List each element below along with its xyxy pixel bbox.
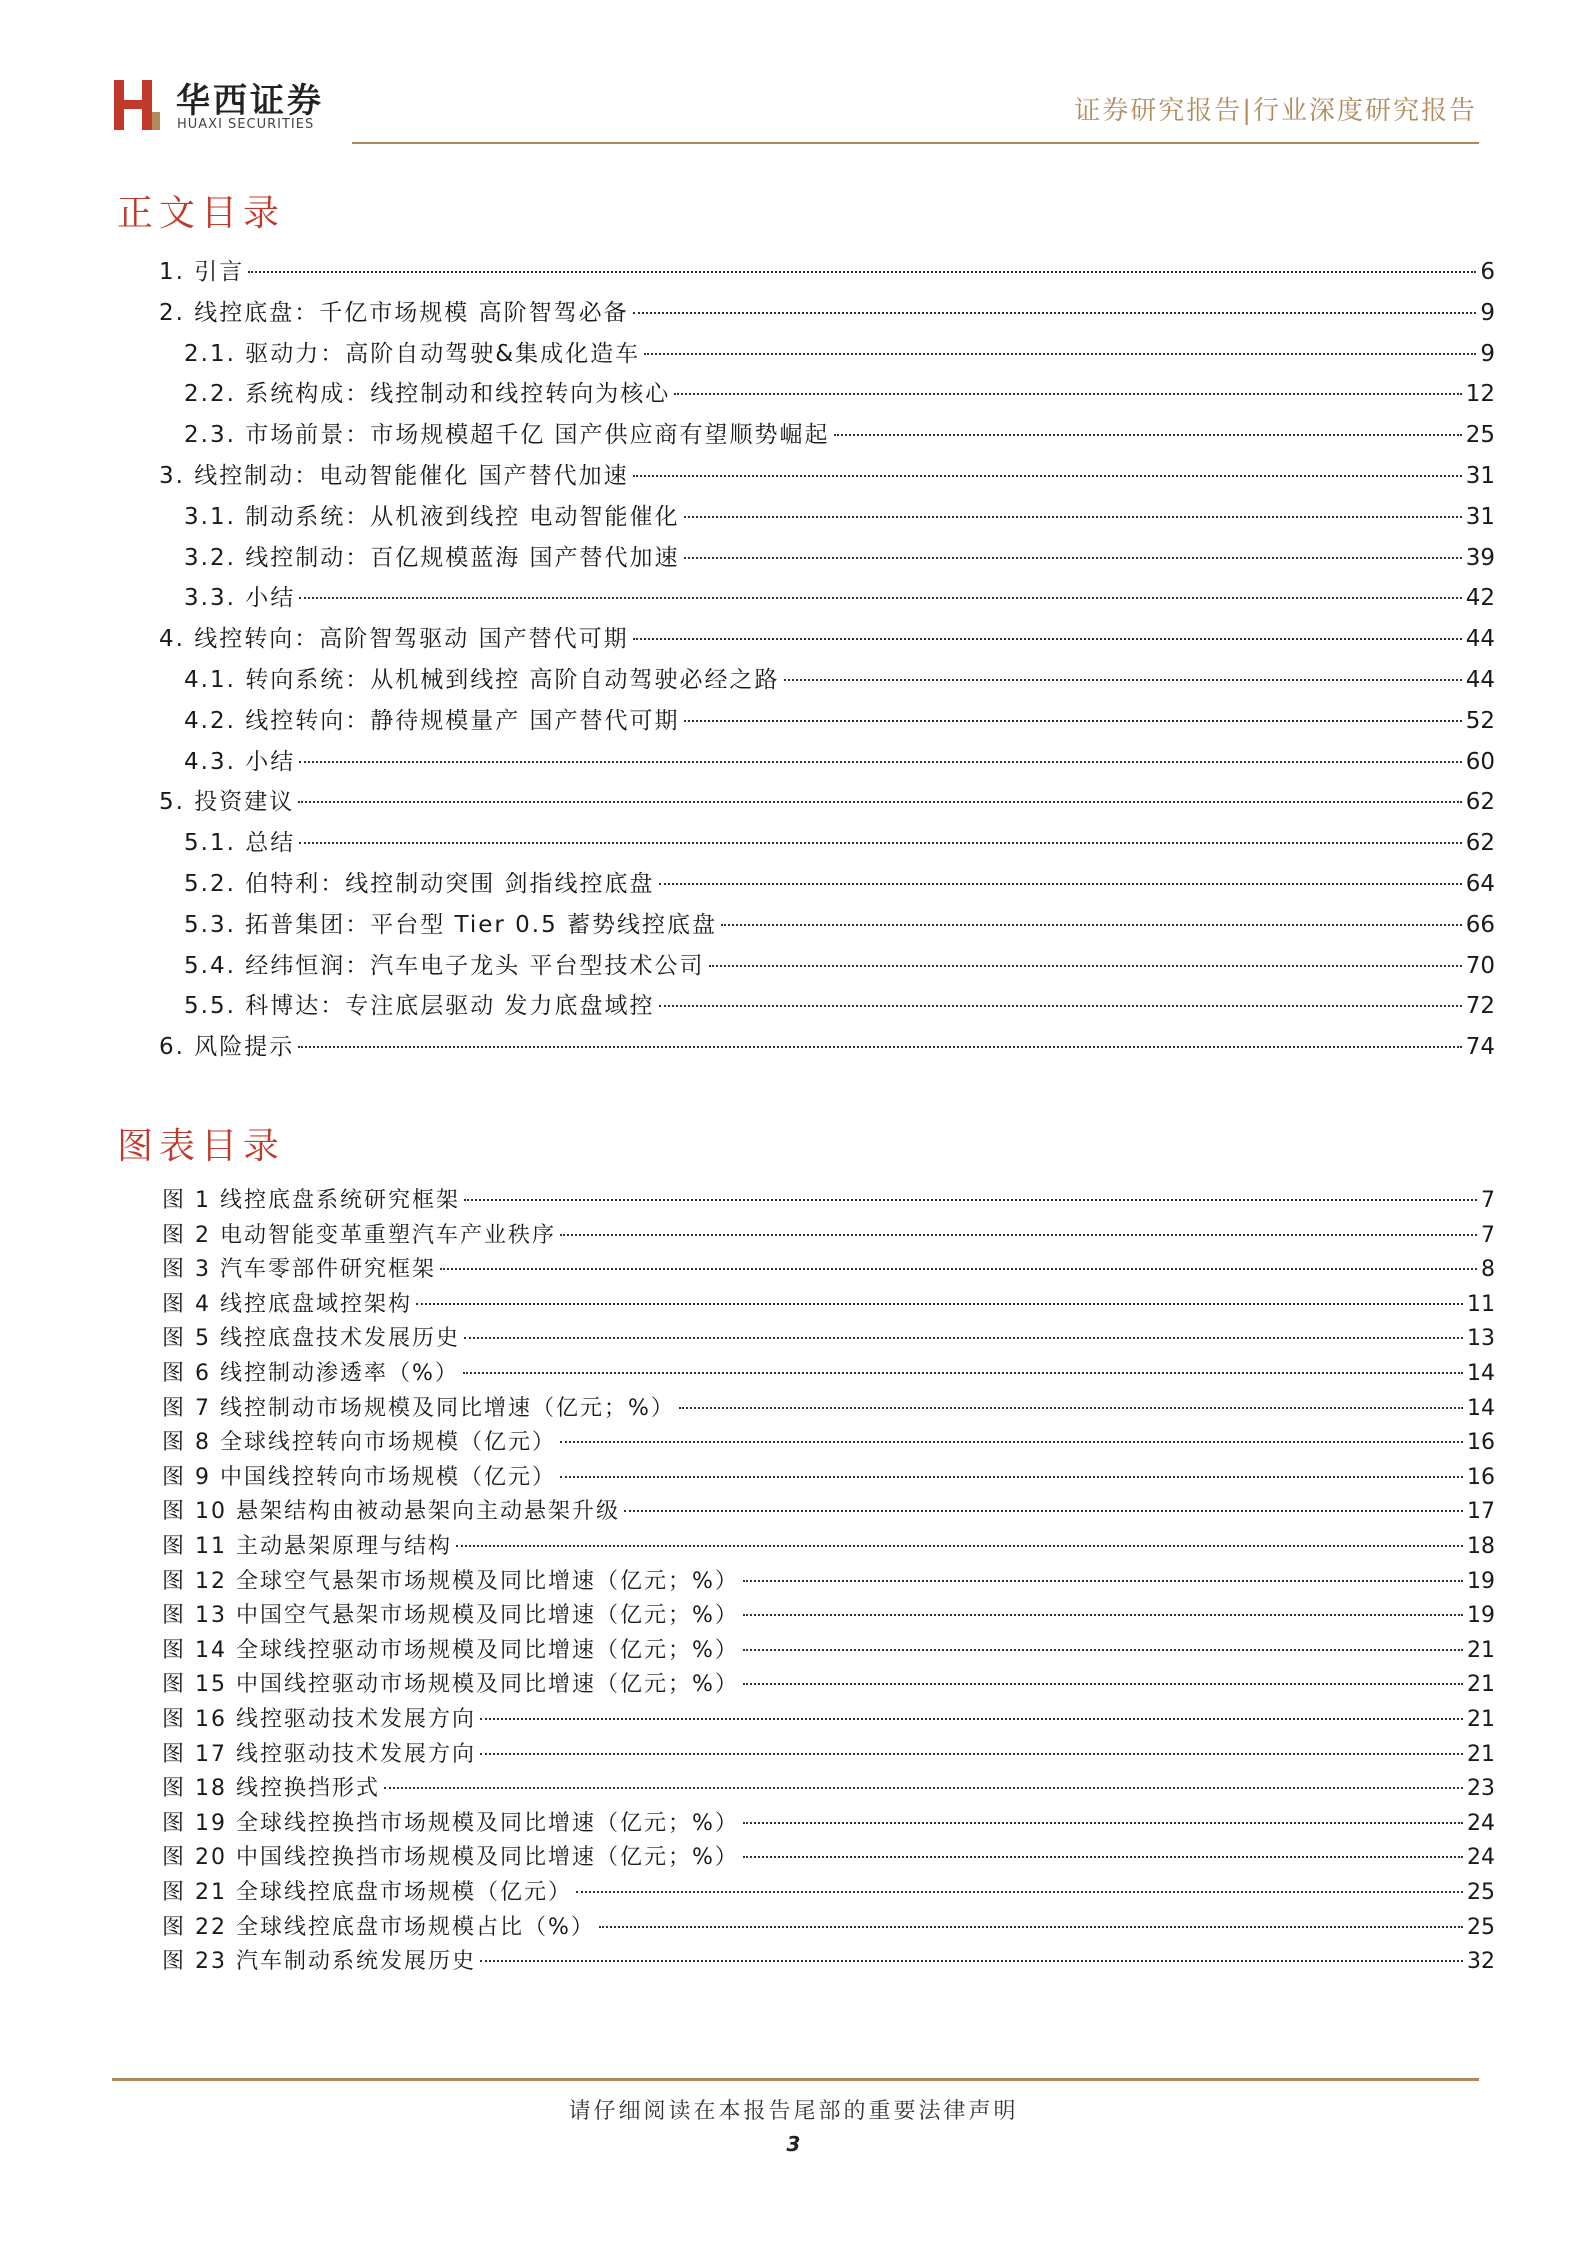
toc-entry-page: 74 [1465, 1034, 1495, 1061]
figure-entry-page: 23 [1467, 1776, 1495, 1802]
toc-entry-label: 2.1. 驱动力：高阶自动驾驶&集成化造车 [184, 340, 641, 367]
figure-entry[interactable] [162, 1668, 1495, 1702]
figure-entry-page: 16 [1467, 1430, 1495, 1456]
toc-entry[interactable] [184, 823, 1495, 863]
figure-leader-dots [560, 1476, 1463, 1478]
toc-entry-label: 1. 引言 [159, 259, 245, 285]
toc-entry-label: 5.2. 伯特利：线控制动突围 剑指线控底盘 [184, 871, 655, 897]
figure-entry-page: 8 [1481, 1257, 1495, 1283]
figure-entry[interactable] [162, 1288, 1495, 1322]
figure-entry-label: 图 7 线控制动市场规模及同比增速（亿元；%） [162, 1395, 675, 1421]
figure-entry-label: 图 14 全球线控驱动市场规模及同比增速（亿元；%） [162, 1637, 739, 1663]
toc-entry-label: 6. 风险提示 [159, 1034, 295, 1061]
toc-entry-page: 31 [1465, 503, 1495, 530]
footer-divider [112, 2078, 1479, 2081]
toc-entry-page: 12 [1465, 381, 1495, 408]
page-number: 3 [786, 2132, 801, 2156]
toc-entry[interactable] [184, 986, 1495, 1026]
figure-entry-page: 7 [1481, 1222, 1495, 1248]
toc-entry-page: 39 [1465, 544, 1495, 571]
figure-entry-label: 图 22 全球线控底盘市场规模占比（%） [162, 1914, 595, 1940]
figure-entry-page: 21 [1467, 1707, 1495, 1732]
toc-entry[interactable] [184, 742, 1495, 782]
figure-entry-page: 24 [1467, 1845, 1495, 1871]
figure-leader-dots [456, 1545, 1463, 1547]
figure-entry[interactable] [162, 1322, 1495, 1356]
figure-entry-page: 21 [1467, 1672, 1495, 1698]
toc-entry[interactable] [184, 946, 1495, 986]
toc-leader-dots [633, 638, 1462, 640]
figure-entry[interactable] [162, 1219, 1495, 1253]
figure-entry[interactable] [162, 1253, 1495, 1287]
figure-entry[interactable] [162, 1738, 1495, 1772]
legal-disclaimer: 请仔细阅读在本报告尾部的重要法律声明 [568, 2099, 1019, 2124]
toc-entry[interactable] [184, 701, 1495, 741]
toc-entry-page: 64 [1465, 871, 1495, 897]
figure-entry-label: 图 23 汽车制动系统发展历史 [162, 1949, 476, 1975]
figure-entry[interactable] [162, 1599, 1495, 1633]
figure-entry[interactable] [162, 1634, 1495, 1668]
figure-leader-dots [384, 1787, 1463, 1789]
figure-leader-dots [464, 1199, 1477, 1201]
figure-leader-dots [679, 1407, 1463, 1409]
figure-leader-dots [743, 1856, 1463, 1858]
figure-entry[interactable] [162, 1565, 1495, 1599]
toc-entry-label: 4.2. 线控转向：静待规模量产 国产替代可期 [184, 707, 680, 734]
figure-entry[interactable] [162, 1945, 1495, 1979]
figure-leader-dots [599, 1926, 1463, 1928]
figure-entry-page: 19 [1467, 1603, 1495, 1629]
figure-leader-dots [560, 1441, 1463, 1443]
toc-leader-dots [784, 679, 1462, 681]
figure-entry-label: 图 21 全球线控底盘市场规模（亿元） [162, 1880, 572, 1905]
toc-leader-dots [299, 842, 1462, 844]
figure-entry-label: 图 3 汽车零部件研究框架 [162, 1257, 436, 1283]
toc-entry-label: 2. 线控底盘：千亿市场规模 高阶智驾必备 [159, 299, 629, 326]
toc-entry-page: 44 [1465, 667, 1495, 693]
toc-entry[interactable] [184, 538, 1495, 578]
figure-entry-page: 14 [1467, 1395, 1495, 1421]
toc-entry[interactable] [159, 456, 1495, 496]
toc-entry[interactable] [184, 660, 1495, 700]
figure-entry-label: 图 6 线控制动渗透率（%） [162, 1361, 459, 1386]
toc-entry-label: 5.1. 总结 [184, 830, 296, 857]
toc-entry[interactable] [184, 374, 1495, 414]
toc-leader-dots [684, 720, 1462, 722]
toc-entry[interactable] [159, 1027, 1495, 1067]
toc-leader-dots [834, 434, 1462, 436]
toc-title: 正文目录 [117, 193, 286, 234]
toc-entry[interactable] [184, 905, 1495, 945]
figure-leader-dots [743, 1649, 1463, 1651]
toc-entry-page: 52 [1465, 707, 1495, 734]
company-name-cn: 华西证券 [176, 81, 324, 121]
toc-entry-label: 5.5. 科博达：专注底层驱动 发力底盘域控 [184, 993, 655, 1020]
toc-entry[interactable] [184, 578, 1495, 618]
figure-entry[interactable] [162, 1461, 1495, 1495]
toc-leader-dots [684, 516, 1462, 518]
toc-entry-page: 25 [1465, 422, 1495, 449]
figure-leader-dots [560, 1234, 1477, 1236]
figure-entry[interactable] [162, 1530, 1495, 1564]
toc-entry-page: 42 [1465, 585, 1495, 612]
toc-entry[interactable] [159, 293, 1495, 333]
page-header [0, 0, 1587, 145]
figure-entry-label: 图 2 电动智能变革重塑汽车产业秩序 [162, 1222, 556, 1248]
figure-leader-dots [440, 1268, 1477, 1270]
toc-entry[interactable] [184, 864, 1495, 904]
toc-entry-label: 4. 线控转向：高阶智驾驱动 国产替代可期 [159, 626, 629, 653]
figure-leader-dots [416, 1303, 1463, 1305]
figure-leader-dots [480, 1718, 1463, 1720]
toc-leader-dots [644, 353, 1476, 355]
toc-leader-dots [298, 801, 1461, 803]
figure-entry[interactable] [162, 1426, 1495, 1460]
toc-entry-label: 3.3. 小结 [184, 585, 296, 612]
figure-entry-page: 25 [1467, 1880, 1495, 1905]
figure-entry-label: 图 1 线控底盘系统研究框架 [162, 1188, 460, 1213]
figure-leader-dots [480, 1753, 1463, 1755]
report-type: 证券研究报告|行业深度研究报告 [1074, 96, 1477, 126]
toc-leader-dots [299, 597, 1462, 599]
toc-leader-dots [633, 312, 1477, 314]
toc-entry-page: 44 [1465, 626, 1495, 653]
toc-entry-page: 66 [1465, 911, 1495, 938]
figure-leader-dots [463, 1372, 1463, 1374]
figure-entry-page: 19 [1467, 1568, 1495, 1594]
toc-leader-dots [298, 1046, 1461, 1048]
toc-leader-dots [633, 475, 1462, 477]
toc-leader-dots [684, 557, 1462, 559]
figure-entry-label: 图 11 主动悬架原理与结构 [162, 1534, 452, 1559]
toc-entry-page: 31 [1465, 463, 1495, 489]
figure-entry[interactable] [162, 1772, 1495, 1806]
toc-leader-dots [674, 393, 1462, 395]
huaxi-logo-icon [112, 76, 162, 134]
figure-entry[interactable] [162, 1495, 1495, 1529]
toc-leader-dots [721, 924, 1462, 926]
figure-leader-dots [743, 1614, 1463, 1616]
figure-entry[interactable] [162, 1703, 1495, 1737]
figure-leader-dots [576, 1891, 1463, 1893]
figure-leader-dots [743, 1683, 1463, 1685]
toc-entry[interactable] [184, 497, 1495, 537]
toc-entry[interactable] [159, 619, 1495, 659]
toc-entry-label: 4.1. 转向系统：从机械到线控 高阶自动驾驶必经之路 [184, 667, 780, 693]
toc-entry-label: 3.1. 制动系统：从机液到线控 电动智能催化 [184, 503, 680, 530]
figure-entry[interactable] [162, 1876, 1495, 1910]
figure-entry-label: 图 17 线控驱动技术发展方向 [162, 1741, 476, 1767]
toc-entry-page: 60 [1465, 748, 1495, 775]
toc-entry-label: 5.4. 经纬恒润：汽车电子龙头 平台型技术公司 [184, 952, 705, 979]
figure-entry[interactable] [162, 1911, 1495, 1945]
toc-entry-page: 9 [1480, 340, 1495, 367]
figure-entry-page: 16 [1467, 1464, 1495, 1490]
figure-leader-dots [743, 1580, 1463, 1582]
figure-entry[interactable] [162, 1392, 1495, 1426]
toc-entry[interactable] [159, 782, 1495, 822]
figure-entry-page: 17 [1467, 1499, 1495, 1525]
figure-leader-dots [624, 1510, 1463, 1512]
header-divider [352, 142, 1479, 144]
toc-entry-page: 62 [1465, 789, 1495, 816]
figure-entry[interactable] [162, 1184, 1495, 1218]
figure-entry-label: 图 19 全球线控换挡市场规模及同比增速（亿元；%） [162, 1810, 739, 1836]
toc-entry-page: 9 [1480, 299, 1495, 326]
figure-entry-page: 7 [1481, 1188, 1495, 1213]
figure-entry-label: 图 15 中国线控驱动市场规模及同比增速（亿元；%） [162, 1672, 739, 1698]
figure-entry-page: 32 [1467, 1949, 1495, 1975]
figure-entry-label: 图 9 中国线控转向市场规模（亿元） [162, 1464, 556, 1490]
figure-entry-label: 图 13 中国空气悬架市场规模及同比增速（亿元；%） [162, 1603, 739, 1629]
toc-entry-page: 70 [1465, 952, 1495, 979]
figure-entry-page: 21 [1467, 1637, 1495, 1663]
toc-leader-dots [659, 1005, 1462, 1007]
toc-entry-page: 62 [1465, 830, 1495, 857]
toc-entry-label: 3. 线控制动：电动智能催化 国产替代加速 [159, 463, 629, 489]
toc-entry[interactable] [184, 334, 1495, 374]
toc-entry-label: 2.2. 系统构成：线控制动和线控转向为核心 [184, 381, 671, 408]
figure-entry-label: 图 12 全球空气悬架市场规模及同比增速（亿元；%） [162, 1568, 739, 1594]
figure-entry[interactable] [162, 1841, 1495, 1875]
toc-entry-page: 6 [1480, 259, 1495, 285]
figure-entry-page: 11 [1467, 1291, 1495, 1317]
figure-entry-label: 图 16 线控驱动技术发展方向 [162, 1707, 476, 1732]
figure-entry-page: 25 [1467, 1914, 1495, 1940]
toc-leader-dots [659, 883, 1462, 885]
figure-entry-label: 图 20 中国线控换挡市场规模及同比增速（亿元；%） [162, 1845, 739, 1871]
figure-entry-page: 14 [1467, 1361, 1495, 1386]
figure-entry-label: 图 10 悬架结构由被动悬架向主动悬架升级 [162, 1499, 620, 1525]
figure-entry-label: 图 5 线控底盘技术发展历史 [162, 1326, 460, 1352]
toc-entry-label: 3.2. 线控制动：百亿规模蓝海 国产替代加速 [184, 544, 680, 571]
figure-entry-label: 图 4 线控底盘域控架构 [162, 1291, 412, 1317]
figure-entry[interactable] [162, 1807, 1495, 1841]
toc-entry[interactable] [184, 415, 1495, 455]
toc-entry-label: 5. 投资建议 [159, 789, 295, 816]
toc-entry-label: 4.3. 小结 [184, 748, 296, 775]
toc-entry[interactable] [159, 252, 1495, 292]
figures-title: 图表目录 [117, 1126, 286, 1167]
figure-entry-page: 13 [1467, 1326, 1495, 1352]
figure-leader-dots [464, 1337, 1463, 1339]
figure-leader-dots [480, 1960, 1463, 1962]
figure-entry-page: 24 [1467, 1810, 1495, 1836]
figure-entry-page: 18 [1467, 1534, 1495, 1559]
figure-entry-label: 图 18 线控换挡形式 [162, 1776, 380, 1802]
company-name-en: HUAXI SECURITIES [177, 117, 315, 132]
toc-leader-dots [299, 761, 1462, 763]
figure-leader-dots [743, 1822, 1463, 1824]
toc-leader-dots [709, 965, 1462, 967]
figure-entry-page: 21 [1467, 1741, 1495, 1767]
toc-entry-label: 2.3. 市场前景：市场规模超千亿 国产供应商有望顺势崛起 [184, 422, 830, 449]
toc-entry-page: 72 [1465, 993, 1495, 1020]
figure-entry[interactable] [162, 1357, 1495, 1391]
toc-entry-label: 5.3. 拓普集团：平台型 Tier 0.5 蓄势线控底盘 [184, 911, 718, 938]
toc-leader-dots [248, 271, 1476, 273]
figure-entry-label: 图 8 全球线控转向市场规模（亿元） [162, 1430, 556, 1456]
